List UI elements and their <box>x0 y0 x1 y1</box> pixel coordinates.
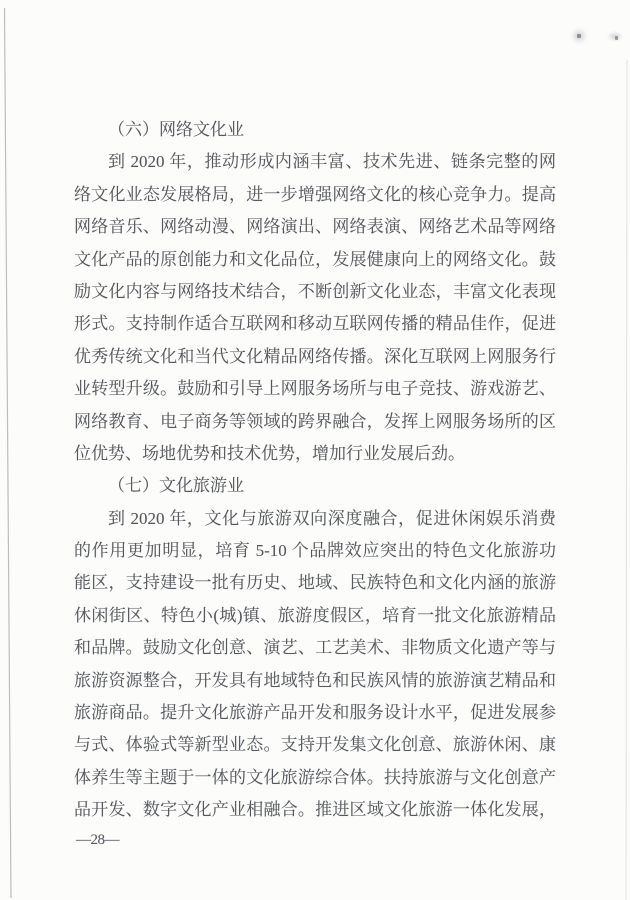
text-line: 网络音乐、网络动漫、网络演出、网络表演、网络艺术品等网络 <box>74 217 556 237</box>
scan-speck <box>577 34 581 38</box>
document-body <box>74 114 556 827</box>
text-line: 到 2020 年，推动形成内涵丰富、技术先进、链条完整的网 <box>108 152 556 172</box>
text-line: 网络教育、电子商务等领域的跨界融合，发挥上网服务场所的区 <box>74 411 556 431</box>
text-line: 形式。支持制作适合互联网和移动互联网传播的精品佳作，促进 <box>74 314 556 334</box>
text-line: 与式、体验式等新型业态。支持开发集文化创意、旅游休闲、康 <box>74 735 556 755</box>
scan-smudge <box>607 31 623 42</box>
text-line: 位优势、场地优势和技术优势，增加行业发展后劲。 <box>74 443 465 463</box>
text-line: 文化产品的原创能力和文化品位，发展健康向上的网络文化。鼓 <box>74 249 556 269</box>
text-line: 优秀传统文化和当代文化精品网络传播。深化互联网上网服务行 <box>74 346 556 366</box>
text-line: 到 2020 年，文化与旅游双向深度融合，促进休闲娱乐消费 <box>108 508 556 528</box>
text-line: 和品牌。鼓励文化创意、演艺、工艺美术、非物质文化遗产等与 <box>74 638 556 658</box>
scan-speck <box>615 36 618 40</box>
text-line: 休闲街区、特色小(城)镇、旅游度假区，培育一批文化旅游精品 <box>74 605 556 625</box>
text-line: 品开发、数字文化产业相融合。推进区域文化旅游一体化发展， <box>74 800 556 820</box>
text-line: 旅游商品。提升文化旅游产品开发和服务设计水平，促进发展参 <box>74 703 556 723</box>
text-line: 能区，支持建设一批有历史、地域、民族特色和文化内涵的旅游 <box>74 573 556 593</box>
text-line: 的作用更加明显，培育 5-10 个品牌效应突出的特色文化旅游功 <box>74 541 556 561</box>
text-line: 业转型升级。鼓励和引导上网服务场所与电子竞技、游戏游艺、 <box>74 379 556 399</box>
scan-edge-line-right <box>626 60 627 900</box>
text-line: 络文化业态发展格局，进一步增强网络文化的核心竞争力。提高 <box>74 184 556 204</box>
page-number: —28— <box>76 832 119 848</box>
section-7-heading: （七）文化旅游业 <box>108 476 244 496</box>
text-line: 励文化内容与网络技术结合，不断创新文化业态，丰富文化表现 <box>74 281 556 301</box>
text-line: 旅游资源整合，开发具有地域特色和民族风情的旅游演艺精品和 <box>74 670 556 690</box>
text-line: 体养生等主题于一体的文化旅游综合体。扶持旅游与文化创意产 <box>74 767 556 787</box>
section-6-heading: （六）网络文化业 <box>108 120 244 139</box>
scan-edge-line-left <box>5 8 12 898</box>
